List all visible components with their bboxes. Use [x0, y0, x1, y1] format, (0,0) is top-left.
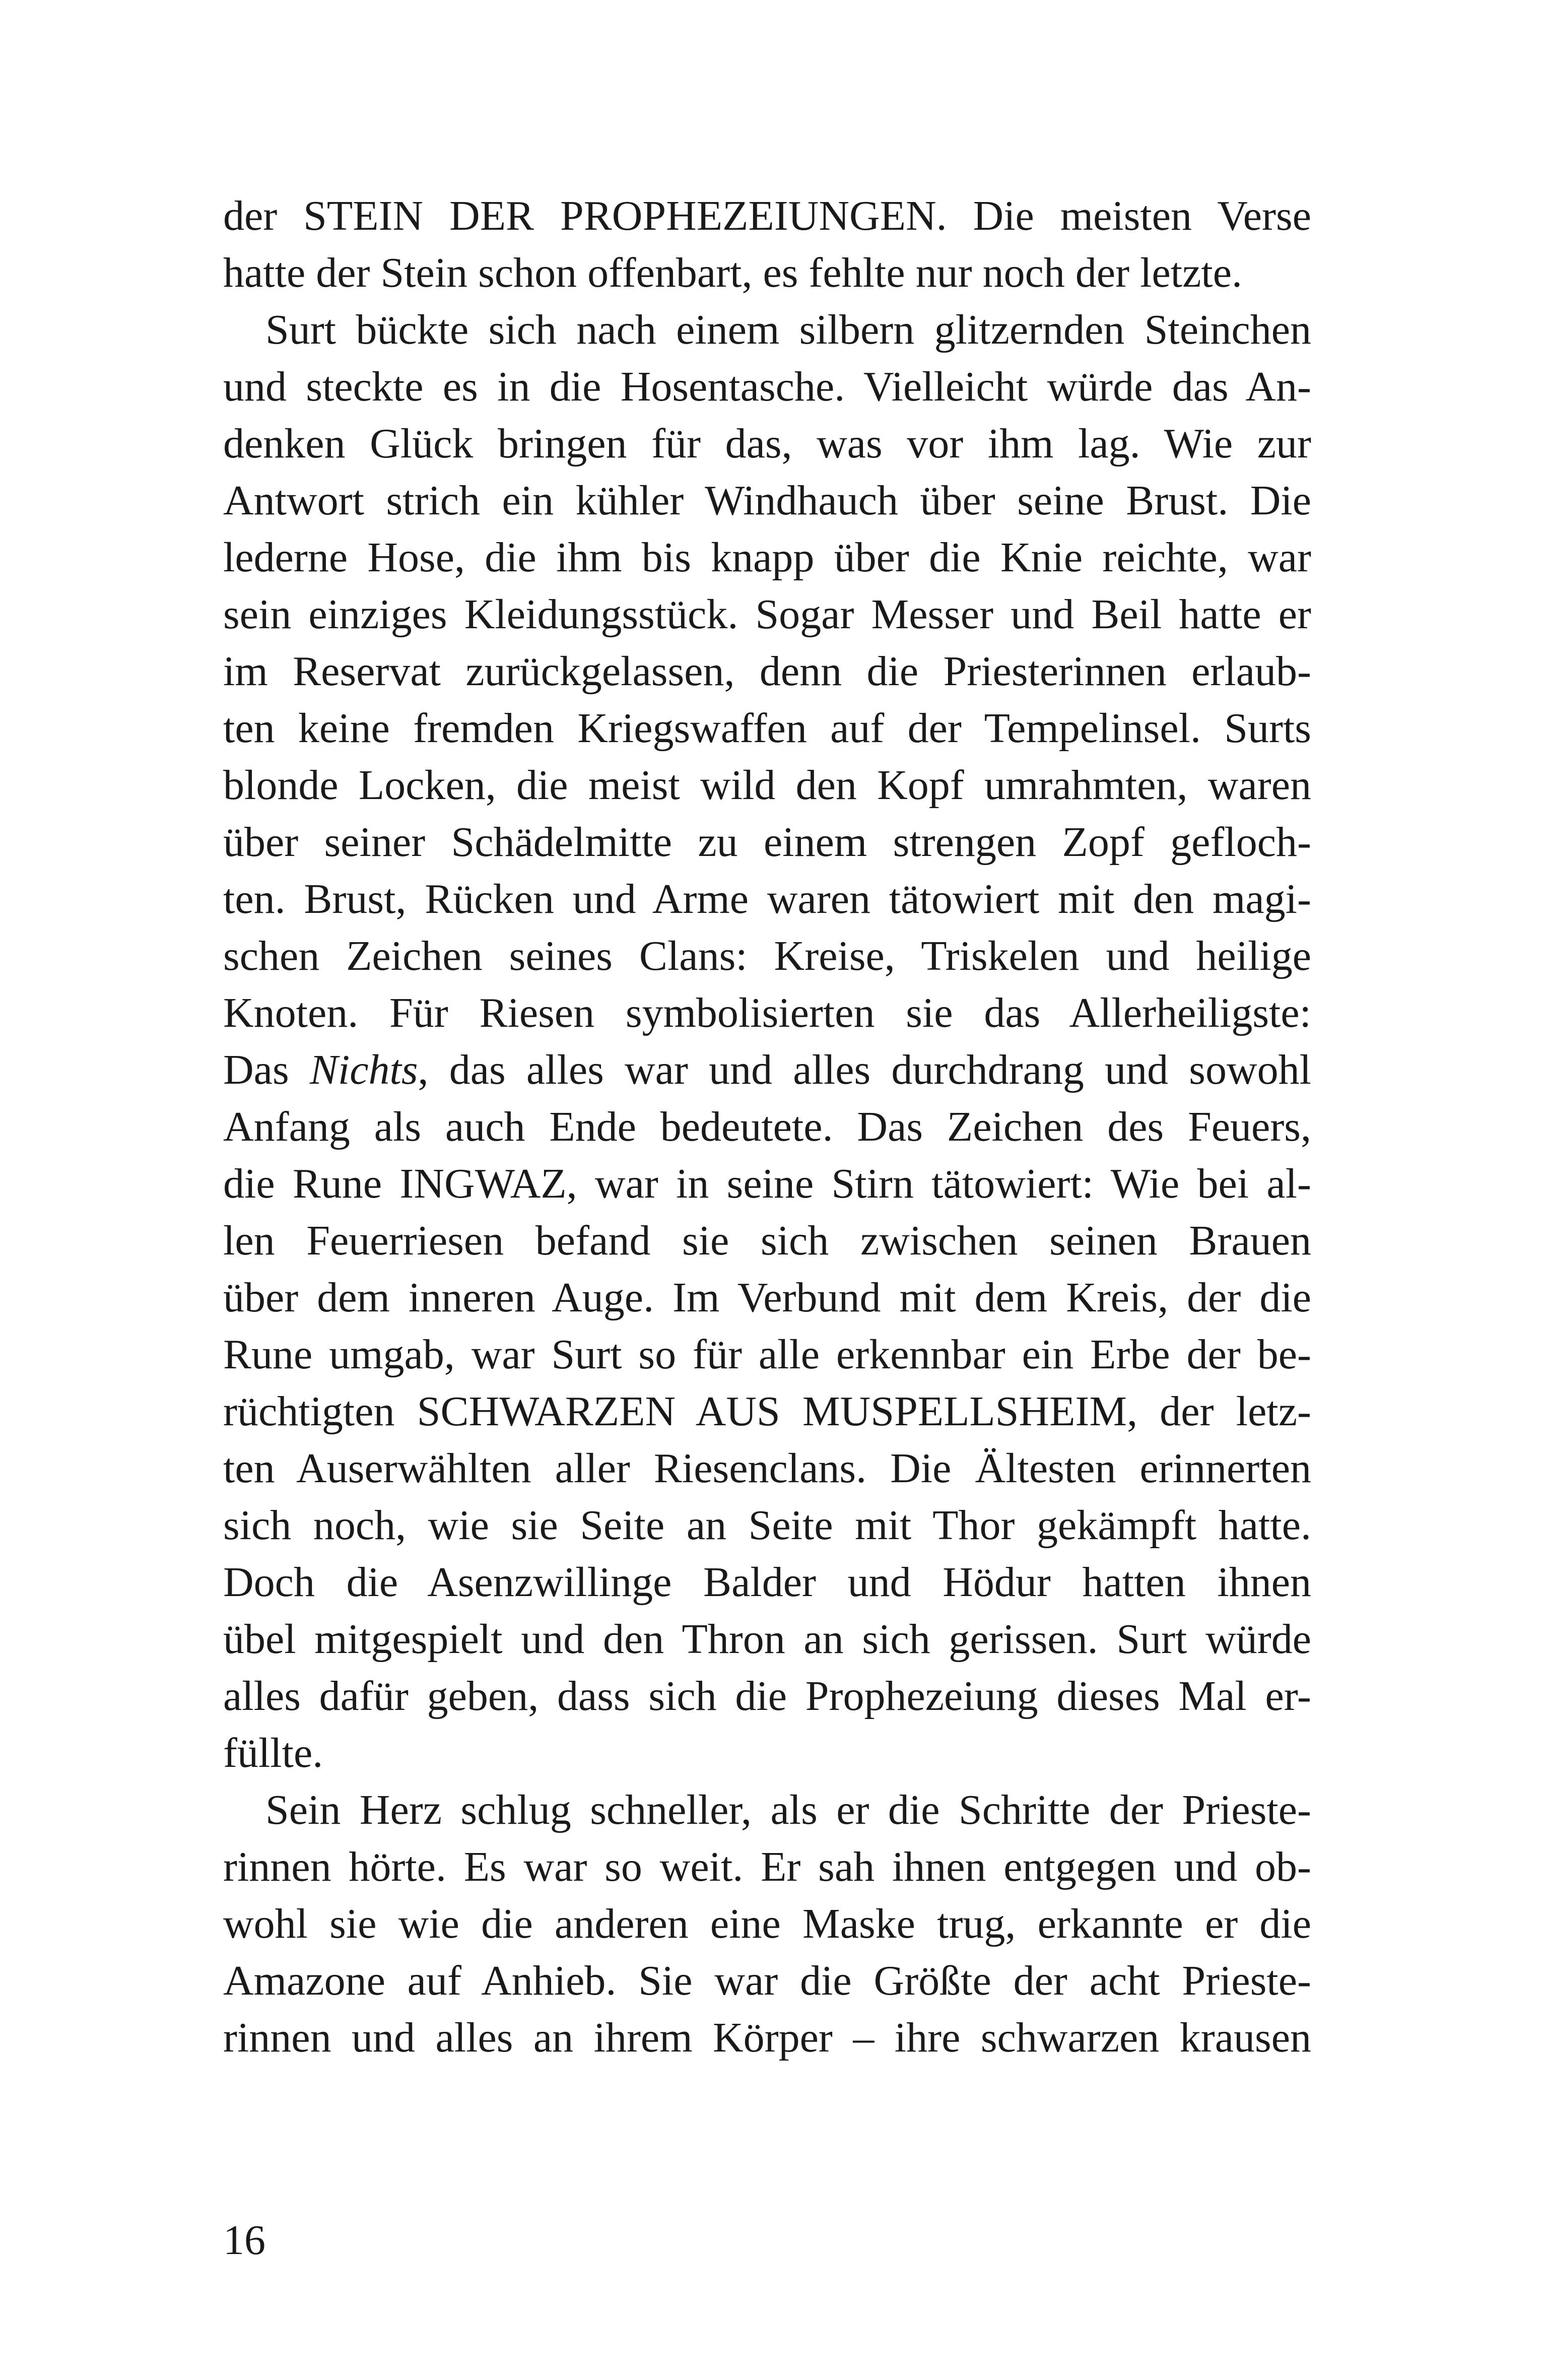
text-line: ten Auserwählten aller Riesenclans. Die Ältesten erinnerten [223, 1445, 1311, 1492]
text-line: im Reservat zurückgelassen, denn die Priesterinnen erlaub- [223, 648, 1311, 695]
text-line [223, 1041, 1311, 1098]
text-line: rüchtigten SCHWARZEN AUS MUSPELLSHEIM, der letz- [223, 1388, 1311, 1435]
text-line: über dem inneren Auge. Im Verbund mit dem Kreis, der die [223, 1274, 1311, 1321]
text-line: Anfang als auch Ende bedeutete. Das Zeichen des Feuers, [223, 1103, 1311, 1150]
text-line: schen Zeichen seines Clans: Kreise, Triskelen und heilige [223, 933, 1311, 979]
text-line: und steckte es in die Hosentasche. Vielleicht würde das An- [223, 363, 1311, 410]
emphasis-word: Nichts [309, 1046, 418, 1093]
text-line: wohl sie wie die anderen eine Maske trug, erkannte er die [223, 1900, 1311, 1947]
text-line: denken Glück bringen für das, was vor ihm lag. Wie zur [223, 420, 1311, 467]
text-line: Knoten. Für Riesen symbolisierten sie das Allerheiligste: [223, 989, 1311, 1036]
text-line: der STEIN DER PROPHEZEIUNGEN. Die meisten Verse [223, 192, 1311, 239]
text-line: Amazone auf Anhieb. Sie war die Größte der acht Prieste- [223, 1957, 1311, 2004]
text-line: Doch die Asenzwillinge Balder und Hödur hatten ihnen [223, 1559, 1311, 1606]
text-line: Surt bückte sich nach einem silbern glitzernden Steinchen [265, 306, 1311, 353]
text-line: über seiner Schädelmitte zu einem strengen Zopf gefloch- [223, 819, 1311, 866]
text-line: Rune umgab, war Surt so für alle erkennbar ein Erbe der be- [223, 1331, 1311, 1378]
text-segment: , das alles war und alles durchdrang und sowohl [418, 1046, 1311, 1093]
text-line: ten keine fremden Kriegswaffen auf der Tempelinsel. Surts [223, 705, 1311, 752]
text-line: alles dafür geben, dass sich die Prophezeiung dieses Mal er- [223, 1673, 1311, 1720]
text-line: blonde Locken, die meist wild den Kopf umrahmten, waren [223, 762, 1311, 809]
text-line: die Rune INGWAZ, war in seine Stirn tätowiert: Wie bei al- [223, 1160, 1311, 1207]
text-line: Antwort strich ein kühler Windhauch über seine Brust. Die [223, 477, 1311, 524]
text-line: ten. Brust, Rücken und Arme waren tätowiert mit den magi- [223, 876, 1311, 922]
text-line: Sein Herz schlug schneller, als er die Schritte der Prieste- [265, 1787, 1311, 1833]
body-text [223, 187, 1311, 2066]
text-segment: Das [223, 1046, 310, 1093]
page-number: 16 [223, 2217, 265, 2264]
text-line: sich noch, wie sie Seite an Seite mit Thor gekämpft hatte. [223, 1502, 1311, 1549]
text-line: übel mitgespielt und den Thron an sich gerissen. Surt würde [223, 1616, 1311, 1663]
text-line: lederne Hose, die ihm bis knapp über die Knie reichte, war [223, 534, 1311, 581]
text-line: rinnen hörte. Es war so weit. Er sah ihnen entgegen und ob- [223, 1843, 1311, 1890]
text-line: sein einziges Kleidungsstück. Sogar Messer und Beil hatte er [223, 591, 1311, 638]
text-line: hatte der Stein schon offenbart, es fehlte nur noch der letzte. [223, 249, 1243, 296]
text-line: rinnen und alles an ihrem Körper – ihre schwarzen krausen [223, 2014, 1311, 2061]
text-line: len Feuerriesen befand sie sich zwischen seinen Brauen [223, 1217, 1311, 1264]
text-line: füllte. [223, 1730, 323, 1776]
